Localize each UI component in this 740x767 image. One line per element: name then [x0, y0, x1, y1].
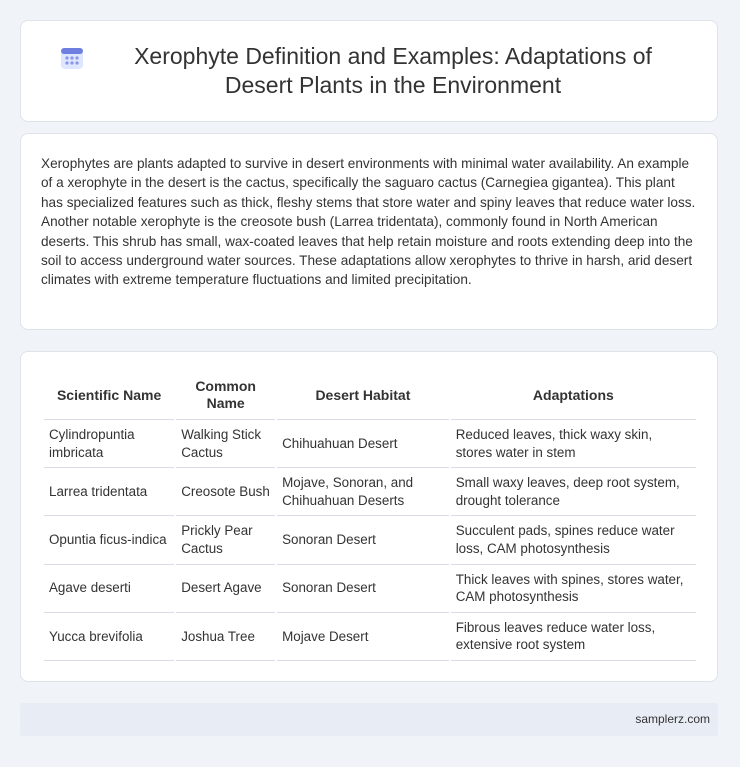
header-adaptations: Adaptations	[451, 372, 696, 420]
cell-desert-habitat: Mojave, Sonoran, and Chihuahuan Deserts	[277, 468, 449, 516]
cell-scientific-name: Larrea tridentata	[44, 468, 174, 516]
title-wrap	[59, 42, 679, 100]
cell-adaptations: Reduced leaves, thick waxy skin, stores water in stem	[451, 420, 696, 468]
cell-desert-habitat: Mojave Desert	[277, 613, 449, 661]
cell-common-name: Walking Stick Cactus	[176, 420, 275, 468]
footer	[20, 703, 718, 736]
page-title: Xerophyte Definition and Examples: Adaptations of Desert Plants in the Environment	[134, 43, 652, 98]
header-scientific-name: Scientific Name	[44, 372, 174, 420]
cell-common-name: Joshua Tree	[176, 613, 275, 661]
table-card	[20, 351, 718, 682]
cell-adaptations: Succulent pads, spines reduce water loss, CAM photosynthesis	[451, 516, 696, 564]
xerophyte-table	[42, 372, 698, 661]
cell-desert-habitat: Chihuahuan Desert	[277, 420, 449, 468]
cell-scientific-name: Cylindropuntia imbricata	[44, 420, 174, 468]
table-row	[44, 420, 696, 468]
cell-common-name: Creosote Bush	[176, 468, 275, 516]
cell-scientific-name: Opuntia ficus-indica	[44, 516, 174, 564]
cell-adaptations: Thick leaves with spines, stores water, CAM photosynthesis	[451, 565, 696, 613]
title-card	[20, 20, 718, 122]
cell-common-name: Desert Agave	[176, 565, 275, 613]
header-desert-habitat: Desert Habitat	[277, 372, 449, 420]
cell-desert-habitat: Sonoran Desert	[277, 565, 449, 613]
cell-adaptations: Small waxy leaves, deep root system, drought tolerance	[451, 468, 696, 516]
table-row	[44, 468, 696, 516]
table-row	[44, 613, 696, 661]
cell-adaptations: Fibrous leaves reduce water loss, extensive root system	[451, 613, 696, 661]
calendar-icon	[59, 45, 85, 71]
table-row	[44, 565, 696, 613]
cell-desert-habitat: Sonoran Desert	[277, 516, 449, 564]
footer-site-link[interactable]: samplerz.com	[635, 712, 710, 726]
cell-scientific-name: Yucca brevifolia	[44, 613, 174, 661]
cell-common-name: Prickly Pear Cactus	[176, 516, 275, 564]
intro-card	[20, 133, 718, 330]
intro-paragraph: Xerophytes are plants adapted to survive in desert environments with minimal water availability. An example of a xerophyte in the desert is the cactus, specifically the saguaro cactus (Carnegiea gigantea). This plant has specialized features such as thick, fleshy stems that store water and spiny leaves that reduce water loss. Another notable xerophyte is the creosote bush (Larrea tridentata), commonly found in North American deserts. This shrub has small, wax-coated leaves that help retain moisture and roots extending deep into the soil to access underground water sources. These adaptations allow xerophytes to thrive in harsh, arid desert climates with extreme temperature fluctuations and limited precipitation.	[41, 156, 696, 288]
table-row	[44, 516, 696, 564]
header-common-name: Common Name	[176, 372, 275, 420]
table-header-row	[44, 372, 696, 420]
cell-scientific-name: Agave deserti	[44, 565, 174, 613]
